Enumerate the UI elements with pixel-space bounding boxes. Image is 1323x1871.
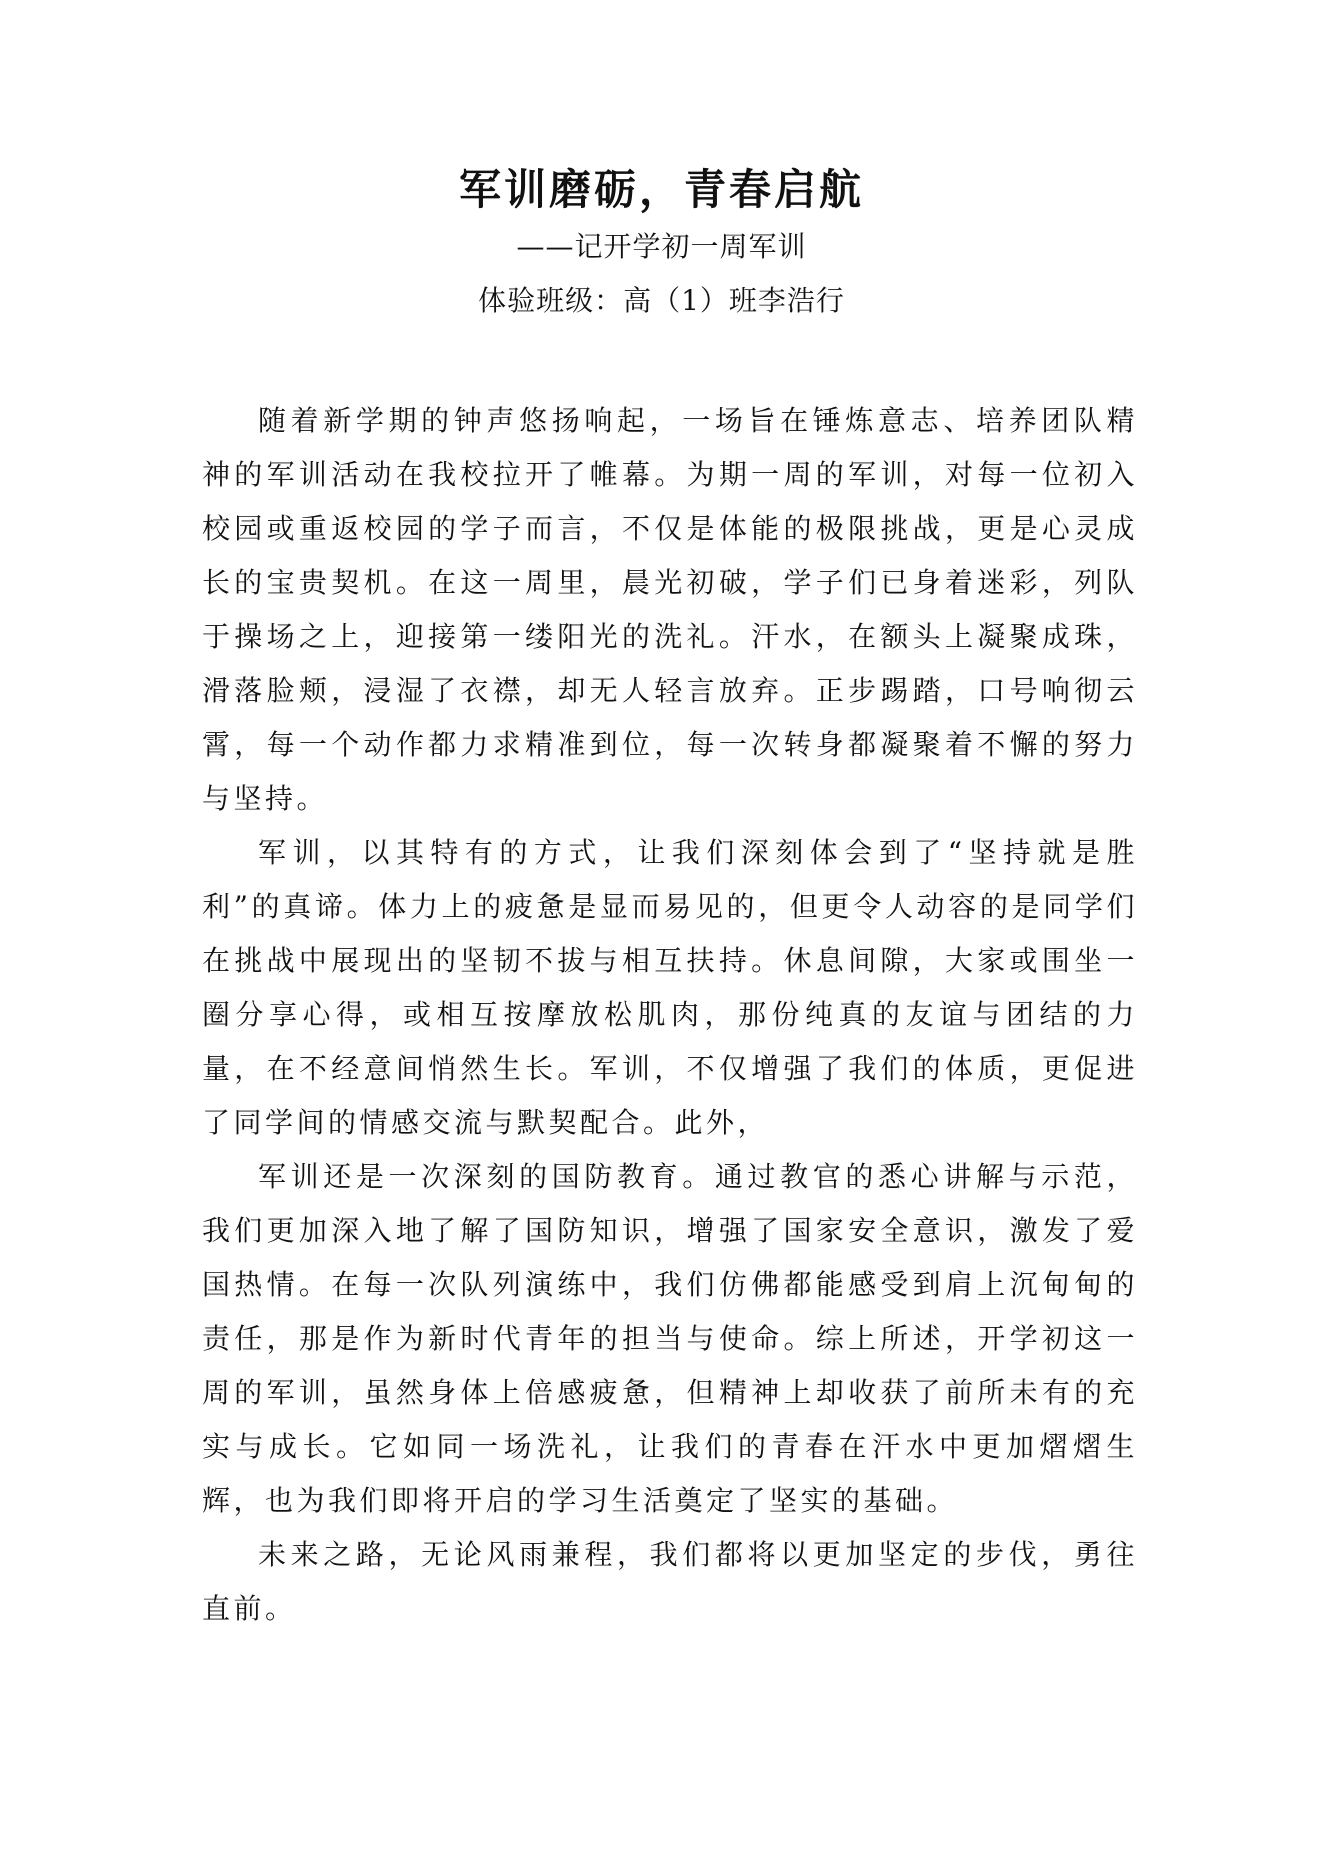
author-byline: 体验班级：高（1）班李浩行 xyxy=(478,284,845,317)
paragraph: 未来之路，无论风雨兼程，我们都将以更加坚定的步伐，勇往直前。 xyxy=(202,1538,1138,1625)
document-title: 军训磨砺，青春启航 xyxy=(458,165,864,214)
document-header xyxy=(0,160,1323,328)
paragraph: 随着新学期的钟声悠扬响起，一场旨在锤炼意志、培养团队精神的军训活动在我校拉开了帷幕。为期一周的军训，对每一位初入校园或重返校园的学子而言，不仅是体能的极限挑战，更是心灵成长的宝贵契机。在这一周里，晨光初破，学子们已身着迷彩，列队于操场之上，迎接第一缕阳光的洗礼。汗水，在额头上凝聚成珠，滑落脸颊，浸湿了衣襟，却无人轻言放弃。正步踢踏，口号响彻云霄，每一个动作都力求精准到位，每一次转身都凝聚着不懈的努力与坚持。 xyxy=(202,404,1138,815)
paragraph: 军训还是一次深刻的国防教育。通过教官的悉心讲解与示范，我们更加深入地了解了国防知识，增强了国家安全意识，激发了爱国热情。在每一次队列演练中，我们仿佛都能感受到肩上沉甸甸的责任，那是作为新时代青年的担当与使命。综上所述，开学初这一周的军训，虽然身体上倍感疲惫，但精神上却收获了前所未有的充实与成长。它如同一场洗礼，让我们的青春在汗水中更加熠熠生辉，也为我们即将开启的学习生活奠定了坚实的基础。 xyxy=(202,1160,1138,1517)
document-body xyxy=(202,394,1138,1636)
paragraph: 军训，以其特有的方式，让我们深刻体会到了“坚持就是胜利”的真谛。体力上的疲惫是显而易见的，但更令人动容的是同学们在挑战中展现出的坚韧不拔与相互扶持。休息间隙，大家或围坐一圈分享心得，或相互按摩放松肌肉，那份纯真的友谊与团结的力量，在不经意间悄然生长。军训，不仅增强了我们的体质，更促进了同学间的情感交流与默契配合。此外， xyxy=(202,836,1138,1139)
document-subtitle: ——记开学初一周军训 xyxy=(516,230,807,263)
